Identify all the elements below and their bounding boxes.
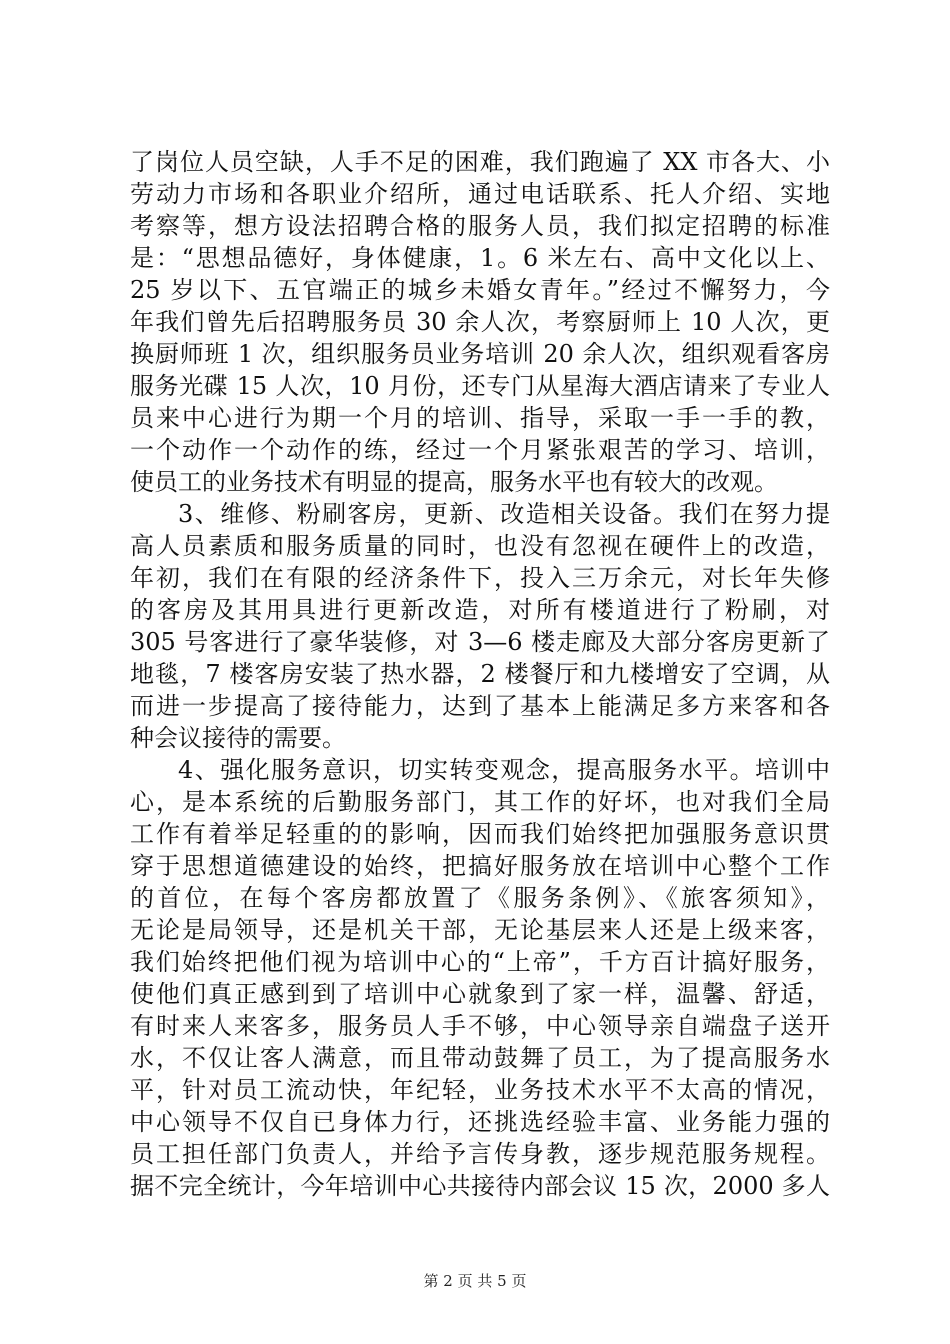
text-line: 高人员素质和服务质量的同时，也没有忽视在硬件上的改造， (130, 532, 830, 560)
text-line: 我们始终把他们视为培训中心的“上帝”，千方百计搞好服务， (130, 948, 830, 976)
text-line: 了岗位人员空缺，人手不足的困难，我们跑遍了 XX 市各大、小 (130, 148, 830, 176)
text-line: 考察等，想方设法招聘合格的服务人员，我们拟定招聘的标准 (130, 212, 830, 240)
text-line: 是：“思想品德好，身体健康，1。6 米左右、高中文化以上、 (130, 244, 830, 272)
page-number-label: 第 2 页 共 5 页 (423, 1272, 527, 1290)
document-body (130, 146, 830, 1202)
text-line: 一个动作一个动作的练，经过一个月紧张艰苦的学习、培训， (130, 436, 830, 464)
text-line: 换厨师班 1 次，组织服务员业务培训 20 余人次，组织观看客房 (130, 340, 830, 368)
text-line: 种会议接待的需要。 (130, 724, 346, 752)
text-line: 的客房及其用具进行更新改造，对所有楼道进行了粉刷，对 (130, 596, 830, 624)
text-line: 穿于思想道德建设的始终，把搞好服务放在培训中心整个工作 (130, 852, 830, 880)
text-line: 劳动力市场和各职业介绍所，通过电话联系、托人介绍、实地 (130, 180, 830, 208)
text-line: 平，针对员工流动快，年纪轻，业务技术水平不太高的情况， (130, 1076, 830, 1104)
text-line: 员来中心进行为期一个月的培训、指导，采取一手一手的教， (130, 404, 830, 432)
text-line: 年我们曾先后招聘服务员 30 余人次，考察厨师上 10 人次，更 (130, 308, 830, 336)
text-line: 使员工的业务技术有明显的提高，服务水平也有较大的改观。 (130, 468, 778, 496)
text-line: 而进一步提高了接待能力，达到了基本上能满足多方来客和各 (130, 692, 830, 720)
text-line: 地毯，7 楼客房安装了热水器，2 楼餐厅和九楼增安了空调，从 (130, 660, 830, 688)
paragraph-start-line: 4、强化服务意识，切实转变观念，提高服务水平。培训中 (178, 756, 830, 784)
text-line: 无论是局领导，还是机关干部，无论基层来人还是上级来客， (130, 916, 830, 944)
text-line: 工作有着举足轻重的的影响，因而我们始终把加强服务意识贯 (130, 820, 830, 848)
text-line: 心，是本系统的后勤服务部门，其工作的好坏，也对我们全局 (130, 788, 830, 816)
text-line: 服务光碟 15 人次，10 月份，还专门从星海大酒店请来了专业人 (130, 372, 830, 400)
text-line: 的首位，在每个客房都放置了《服务条例》、《旅客须知》， (130, 884, 830, 912)
text-line: 25 岁以下、五官端正的城乡未婚女青年。”经过不懈努力，今 (130, 276, 830, 304)
text-line: 有时来人来客多，服务员人手不够，中心领导亲自端盘子送开 (130, 1012, 830, 1040)
text-line: 中心领导不仅自已身体力行，还挑选经验丰富、业务能力强的 (130, 1108, 830, 1136)
text-line: 使他们真正感到到了培训中心就象到了家一样，温馨、舒适， (130, 980, 830, 1008)
text-line: 年初，我们在有限的经济条件下，投入三万余元，对长年失修 (130, 564, 830, 592)
paragraph-start-line: 3、维修、粉刷客房，更新、改造相关设备。我们在努力提 (178, 500, 830, 528)
text-line: 员工担任部门负责人，并给予言传身教，逐步规范服务规程。 (130, 1140, 830, 1168)
page-footer (0, 1270, 950, 1291)
text-line: 据不完全统计，今年培训中心共接待内部会议 15 次，2000 多人 (130, 1172, 830, 1200)
text-line: 水，不仅让客人满意，而且带动鼓舞了员工，为了提高服务水 (130, 1044, 830, 1072)
text-line: 305 号客进行了豪华装修，对 3—6 楼走廊及大部分客房更新了 (130, 628, 830, 656)
